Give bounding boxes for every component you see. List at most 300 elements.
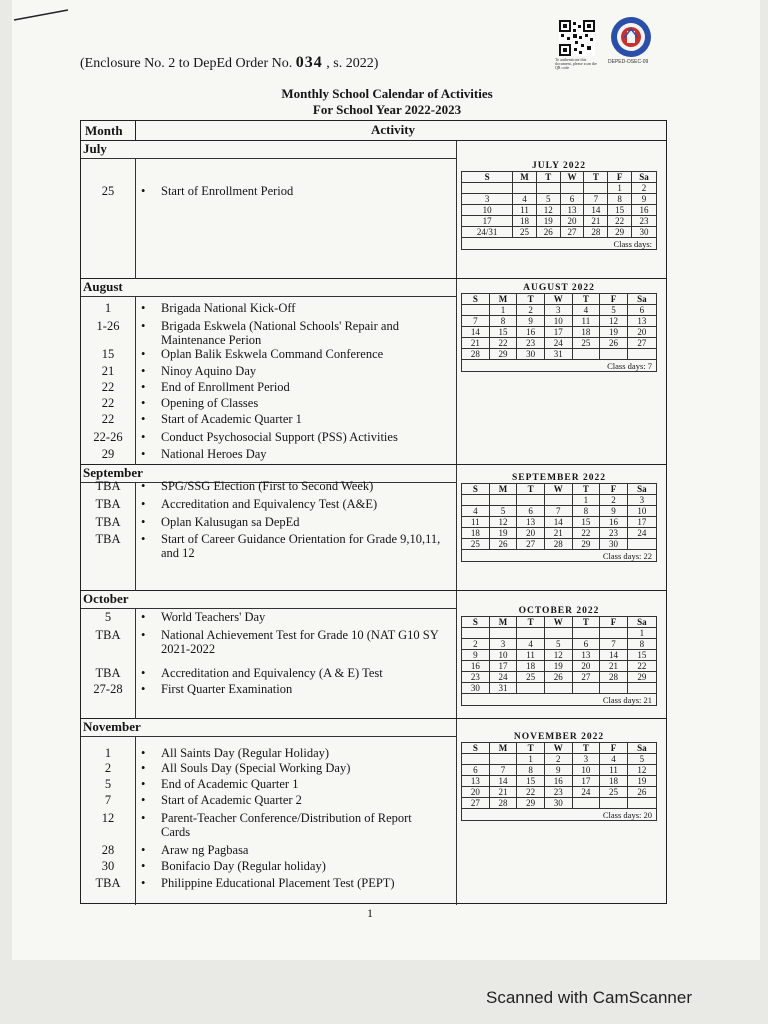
calendar-day: 22 bbox=[627, 661, 656, 672]
activity-date: TBA bbox=[95, 628, 121, 642]
calendar-day: 14 bbox=[600, 650, 628, 661]
activity-text: End of Academic Quarter 1 bbox=[161, 777, 299, 791]
calendar-day: 16 bbox=[544, 776, 572, 787]
weekday-header: T bbox=[517, 294, 545, 305]
calendar-day: 19 bbox=[544, 661, 572, 672]
qr-caption: To authenticate this document, please scan the QR code bbox=[555, 57, 597, 70]
month-label: October bbox=[83, 591, 129, 606]
calendar-day: 16 bbox=[600, 517, 628, 528]
weekday-header: W bbox=[544, 294, 572, 305]
calendar-day: 1 bbox=[517, 754, 545, 765]
activity-text: Oplan Kalusugan sa DepEd bbox=[161, 515, 300, 529]
calendar-day: 21 bbox=[600, 661, 628, 672]
calendar-day: 22 bbox=[489, 338, 517, 349]
weekday-header: S bbox=[462, 294, 490, 305]
calendar-day: 28 bbox=[544, 539, 572, 550]
weekday-header: F bbox=[608, 172, 632, 183]
weekday-header: F bbox=[600, 743, 628, 754]
deped-seal-icon bbox=[610, 16, 652, 58]
calendar-day: 10 bbox=[489, 650, 517, 661]
weekday-header: M bbox=[489, 484, 517, 495]
weekday-header: M bbox=[489, 617, 517, 628]
calendar-day: 20 bbox=[517, 528, 545, 539]
activity-text: Accreditation and Equivalency (A & E) Test bbox=[161, 666, 383, 680]
calendar-day: 18 bbox=[572, 327, 600, 338]
calendar-day: 22 bbox=[517, 787, 545, 798]
calendar-day bbox=[627, 798, 656, 809]
calendar-day: 10 bbox=[544, 316, 572, 327]
calendar-day: 9 bbox=[462, 650, 490, 661]
bullet: • bbox=[141, 515, 146, 529]
calendar-title: NOVEMBER 2022 bbox=[513, 732, 605, 742]
calendar-grid bbox=[461, 616, 657, 706]
weekday-header: S bbox=[462, 617, 490, 628]
activity-date: 5 bbox=[104, 610, 112, 624]
calendar-day bbox=[462, 183, 513, 194]
calendar-day: 3 bbox=[572, 754, 600, 765]
activity-text: All Souls Day (Special Working Day) bbox=[161, 761, 351, 775]
activity-text: Start of Academic Quarter 1 bbox=[161, 412, 302, 426]
calendar-day: 14 bbox=[544, 517, 572, 528]
calendar-week bbox=[462, 661, 657, 672]
calendar-day: 25 bbox=[600, 787, 628, 798]
activity-text: Start of Academic Quarter 2 bbox=[161, 793, 302, 807]
calendar-day: 3 bbox=[544, 305, 572, 316]
calendar-day: 17 bbox=[572, 776, 600, 787]
class-days-count: Class days: 21 bbox=[462, 694, 657, 706]
month-section-september bbox=[81, 465, 666, 591]
weekday-header: T bbox=[517, 617, 545, 628]
calendar-title: JULY 2022 bbox=[532, 161, 586, 171]
calendar-day bbox=[544, 683, 572, 694]
calendar-day: 1 bbox=[608, 183, 632, 194]
bullet: • bbox=[141, 843, 146, 857]
calendar-day bbox=[517, 683, 545, 694]
pen-stroke-mark bbox=[12, 8, 72, 22]
calendar-week bbox=[462, 539, 657, 550]
document-page bbox=[12, 0, 760, 960]
calendar-day: 13 bbox=[517, 517, 545, 528]
calendar-day bbox=[584, 183, 608, 194]
bullet: • bbox=[141, 479, 146, 493]
calendar-day: 2 bbox=[600, 495, 628, 506]
calendar-day: 26 bbox=[627, 787, 656, 798]
calendar-week bbox=[462, 349, 657, 360]
date-column-divider bbox=[135, 608, 136, 719]
weekday-header: T bbox=[572, 294, 600, 305]
calendar-week bbox=[462, 227, 657, 238]
calendar-day: 11 bbox=[517, 650, 545, 661]
calendar-title: OCTOBER 2022 bbox=[518, 606, 600, 616]
calendar-day: 10 bbox=[462, 205, 513, 216]
calendar-day: 15 bbox=[489, 327, 517, 338]
activity-text: All Saints Day (Regular Holiday) bbox=[161, 746, 330, 760]
calendar-day: 23 bbox=[517, 338, 545, 349]
calendar-day: 6 bbox=[462, 765, 490, 776]
weekday-header: W bbox=[544, 484, 572, 495]
month-calendar bbox=[461, 606, 657, 706]
calendar-day bbox=[517, 628, 545, 639]
calendar-day: 17 bbox=[627, 517, 656, 528]
bullet: • bbox=[141, 347, 146, 361]
calendar-column-divider bbox=[456, 141, 457, 278]
bullet: • bbox=[141, 364, 146, 378]
weekday-header: M bbox=[489, 743, 517, 754]
activity-date: 28 bbox=[101, 843, 115, 857]
activity-date: 1-26 bbox=[96, 319, 120, 333]
bullet: • bbox=[141, 447, 146, 461]
activities-table bbox=[80, 120, 667, 904]
calendar-day: 1 bbox=[572, 495, 600, 506]
weekday-header: T bbox=[572, 484, 600, 495]
bullet: • bbox=[141, 497, 146, 511]
calendar-day: 6 bbox=[517, 506, 545, 517]
calendar-grid bbox=[461, 293, 657, 372]
calendar-week bbox=[462, 672, 657, 683]
calendar-day bbox=[600, 628, 628, 639]
calendar-day: 5 bbox=[536, 194, 560, 205]
bullet: • bbox=[141, 628, 146, 642]
calendar-day bbox=[572, 349, 600, 360]
activity-date: 22 bbox=[101, 380, 115, 394]
class-days-count: Class days: 22 bbox=[462, 550, 657, 562]
calendar-day: 7 bbox=[600, 639, 628, 650]
weekday-header: F bbox=[600, 484, 628, 495]
calendar-day: 30 bbox=[631, 227, 656, 238]
calendar-day: 14 bbox=[489, 776, 517, 787]
calendar-week bbox=[462, 495, 657, 506]
weekday-header: Sa bbox=[627, 617, 656, 628]
weekday-header: S bbox=[462, 484, 490, 495]
calendar-day: 29 bbox=[517, 798, 545, 809]
calendar-day: 14 bbox=[462, 327, 490, 338]
date-column-divider bbox=[135, 158, 136, 279]
calendar-day: 22 bbox=[572, 528, 600, 539]
month-calendar bbox=[461, 161, 657, 250]
activity-date: TBA bbox=[95, 479, 121, 493]
calendar-day bbox=[572, 798, 600, 809]
bullet: • bbox=[141, 811, 146, 825]
enclosure-prefix: (Enclosure No. 2 to DepEd Order No. bbox=[80, 56, 296, 71]
calendar-day: 8 bbox=[517, 765, 545, 776]
calendar-week bbox=[462, 327, 657, 338]
bullet: • bbox=[141, 876, 146, 890]
calendar-week bbox=[462, 765, 657, 776]
activity-date: TBA bbox=[95, 532, 121, 546]
bullet: • bbox=[141, 666, 146, 680]
month-label: September bbox=[83, 465, 143, 480]
calendar-week bbox=[462, 787, 657, 798]
calendar-day: 31 bbox=[544, 349, 572, 360]
bullet: • bbox=[141, 746, 146, 760]
activity-date: TBA bbox=[95, 666, 121, 680]
calendar-day: 5 bbox=[489, 506, 517, 517]
activity-text: SPG/SSG Election (First to Second Week) bbox=[161, 479, 374, 493]
calendar-day: 21 bbox=[489, 787, 517, 798]
calendar-day: 24 bbox=[572, 787, 600, 798]
calendar-week bbox=[462, 205, 657, 216]
activity-text: Ninoy Aquino Day bbox=[161, 364, 257, 378]
calendar-day: 16 bbox=[462, 661, 490, 672]
weekday-header: T bbox=[572, 617, 600, 628]
calendar-day: 4 bbox=[600, 754, 628, 765]
calendar-week bbox=[462, 628, 657, 639]
calendar-day: 29 bbox=[489, 349, 517, 360]
weekday-header: Sa bbox=[631, 172, 656, 183]
calendar-day: 15 bbox=[517, 776, 545, 787]
calendar-day: 26 bbox=[600, 338, 628, 349]
calendar-day: 5 bbox=[627, 754, 656, 765]
bullet: • bbox=[141, 412, 146, 426]
activity-date: 15 bbox=[101, 347, 115, 361]
activity-date: 22-26 bbox=[93, 430, 123, 444]
calendar-day: 2 bbox=[462, 639, 490, 650]
calendar-day bbox=[462, 754, 490, 765]
activity-date: 5 bbox=[104, 777, 112, 791]
activity-text: Start of Career Guidance Orientation for Grade 9,10,11, and 12 bbox=[161, 532, 441, 560]
calendar-day: 12 bbox=[544, 650, 572, 661]
calendar-day: 26 bbox=[544, 672, 572, 683]
month-divider bbox=[81, 608, 456, 609]
calendar-day: 8 bbox=[572, 506, 600, 517]
calendar-day: 13 bbox=[627, 316, 656, 327]
calendar-day: 12 bbox=[627, 765, 656, 776]
calendar-day: 20 bbox=[627, 327, 656, 338]
bullet: • bbox=[141, 301, 146, 315]
activity-date: 25 bbox=[101, 184, 115, 198]
activity-text: End of Enrollment Period bbox=[161, 380, 290, 394]
calendar-day: 12 bbox=[489, 517, 517, 528]
calendar-day: 6 bbox=[627, 305, 656, 316]
date-column-divider bbox=[135, 736, 136, 905]
table-header-row bbox=[81, 121, 666, 141]
calendar-day: 4 bbox=[513, 194, 537, 205]
activity-date: 22 bbox=[101, 412, 115, 426]
calendar-day: 11 bbox=[572, 316, 600, 327]
calendar-day: 11 bbox=[462, 517, 490, 528]
calendar-day: 16 bbox=[631, 205, 656, 216]
calendar-day: 20 bbox=[572, 661, 600, 672]
calendar-grid bbox=[461, 171, 657, 250]
calendar-day: 21 bbox=[462, 338, 490, 349]
activity-text: National Achievement Test for Grade 10 (NAT G10 SY 2021-2022 bbox=[161, 628, 439, 656]
bullet: • bbox=[141, 793, 146, 807]
calendar-day bbox=[560, 183, 584, 194]
calendar-day: 22 bbox=[608, 216, 632, 227]
weekday-header: W bbox=[544, 617, 572, 628]
calendar-day: 19 bbox=[600, 327, 628, 338]
document-title: Monthly School Calendar of Activities bbox=[281, 86, 493, 101]
weekday-header: Sa bbox=[627, 743, 656, 754]
month-divider bbox=[81, 296, 456, 297]
calendar-day: 3 bbox=[489, 639, 517, 650]
bullet: • bbox=[141, 396, 146, 410]
calendar-day: 17 bbox=[489, 661, 517, 672]
bullet: • bbox=[141, 777, 146, 791]
bullet: • bbox=[141, 532, 146, 546]
calendar-day: 24 bbox=[544, 338, 572, 349]
calendar-week bbox=[462, 216, 657, 227]
calendar-day: 17 bbox=[544, 327, 572, 338]
calendar-day: 15 bbox=[608, 205, 632, 216]
month-section-august bbox=[81, 279, 666, 465]
activity-date: 7 bbox=[104, 793, 112, 807]
calendar-day: 29 bbox=[627, 672, 656, 683]
calendar-day: 27 bbox=[572, 672, 600, 683]
calendar-day: 9 bbox=[631, 194, 656, 205]
calendar-day: 4 bbox=[462, 506, 490, 517]
activity-date: TBA bbox=[95, 497, 121, 511]
calendar-day: 30 bbox=[544, 798, 572, 809]
activity-text: Bonifacio Day (Regular holiday) bbox=[161, 859, 326, 873]
calendar-week bbox=[462, 754, 657, 765]
calendar-day: 24 bbox=[489, 672, 517, 683]
calendar-column-divider bbox=[456, 279, 457, 464]
calendar-day: 8 bbox=[627, 639, 656, 650]
calendar-day: 19 bbox=[536, 216, 560, 227]
calendar-day bbox=[627, 349, 656, 360]
calendar-day: 25 bbox=[572, 338, 600, 349]
activity-date: 22 bbox=[101, 396, 115, 410]
calendar-week bbox=[462, 316, 657, 327]
bullet: • bbox=[141, 859, 146, 873]
calendar-week bbox=[462, 517, 657, 528]
calendar-day bbox=[627, 539, 656, 550]
calendar-day: 5 bbox=[544, 639, 572, 650]
calendar-day: 10 bbox=[572, 765, 600, 776]
calendar-week bbox=[462, 683, 657, 694]
calendar-day: 1 bbox=[489, 305, 517, 316]
calendar-week bbox=[462, 650, 657, 661]
calendar-day: 19 bbox=[627, 776, 656, 787]
calendar-day bbox=[462, 305, 490, 316]
calendar-day: 30 bbox=[600, 539, 628, 550]
bullet: • bbox=[141, 380, 146, 394]
calendar-week bbox=[462, 506, 657, 517]
calendar-day: 8 bbox=[608, 194, 632, 205]
activity-text: Conduct Psychosocial Support (PSS) Activities bbox=[161, 430, 398, 444]
activity-text: Araw ng Pagbasa bbox=[161, 843, 249, 857]
calendar-day: 3 bbox=[627, 495, 656, 506]
bullet: • bbox=[141, 184, 146, 198]
date-column-divider bbox=[135, 296, 136, 465]
month-calendar bbox=[461, 473, 657, 562]
calendar-day: 25 bbox=[462, 539, 490, 550]
calendar-day bbox=[462, 628, 490, 639]
calendar-day bbox=[489, 628, 517, 639]
activity-date: TBA bbox=[95, 515, 121, 529]
calendar-day: 27 bbox=[627, 338, 656, 349]
calendar-day: 4 bbox=[517, 639, 545, 650]
calendar-week bbox=[462, 776, 657, 787]
calendar-title: SEPTEMBER 2022 bbox=[512, 473, 606, 483]
calendar-day: 31 bbox=[489, 683, 517, 694]
calendar-day bbox=[544, 628, 572, 639]
calendar-day: 10 bbox=[627, 506, 656, 517]
calendar-day bbox=[517, 495, 545, 506]
calendar-day: 15 bbox=[572, 517, 600, 528]
calendar-grid bbox=[461, 483, 657, 562]
activity-text: Philippine Educational Placement Test (PEPT) bbox=[161, 876, 395, 890]
weekday-header: S bbox=[462, 172, 513, 183]
calendar-day: 13 bbox=[572, 650, 600, 661]
calendar-day bbox=[536, 183, 560, 194]
calendar-day bbox=[489, 754, 517, 765]
weekday-header: M bbox=[489, 294, 517, 305]
activity-date: 12 bbox=[101, 811, 115, 825]
weekday-header: F bbox=[600, 294, 628, 305]
calendar-day: 7 bbox=[584, 194, 608, 205]
order-number: 034 bbox=[295, 54, 323, 71]
calendar-day: 7 bbox=[544, 506, 572, 517]
activity-text: Start of Enrollment Period bbox=[161, 184, 294, 198]
calendar-day: 17 bbox=[462, 216, 513, 227]
calendar-week bbox=[462, 183, 657, 194]
calendar-day: 9 bbox=[517, 316, 545, 327]
weekday-header: S bbox=[462, 743, 490, 754]
column-header-month: Month bbox=[85, 123, 123, 138]
seal-caption: DEPED-OSEC-09 bbox=[608, 59, 649, 65]
class-days-count: Class days: bbox=[462, 238, 657, 250]
bullet: • bbox=[141, 761, 146, 775]
activity-date: 1 bbox=[104, 746, 112, 760]
weekday-header: M bbox=[513, 172, 537, 183]
calendar-day: 25 bbox=[517, 672, 545, 683]
calendar-day: 14 bbox=[584, 205, 608, 216]
document-subtitle: For School Year 2022-2023 bbox=[312, 102, 462, 117]
calendar-day: 27 bbox=[560, 227, 584, 238]
bullet: • bbox=[141, 430, 146, 444]
month-calendar bbox=[461, 283, 657, 372]
calendar-day: 15 bbox=[627, 650, 656, 661]
calendar-day: 23 bbox=[631, 216, 656, 227]
activity-text: Opening of Classes bbox=[161, 396, 259, 410]
activity-date: 27-28 bbox=[93, 682, 123, 696]
calendar-day bbox=[489, 495, 517, 506]
calendar-day: 29 bbox=[572, 539, 600, 550]
calendar-day: 18 bbox=[513, 216, 537, 227]
month-section-july bbox=[81, 141, 666, 279]
calendar-day: 7 bbox=[489, 765, 517, 776]
month-label: July bbox=[83, 141, 107, 156]
calendar-day bbox=[627, 683, 656, 694]
activity-date: 21 bbox=[101, 364, 115, 378]
calendar-day: 8 bbox=[489, 316, 517, 327]
activity-date: 1 bbox=[104, 301, 112, 315]
calendar-column-divider bbox=[456, 591, 457, 718]
weekday-header: Sa bbox=[627, 484, 656, 495]
scanner-watermark: Scanned with CamScanner bbox=[485, 988, 692, 1007]
page-number: 1 bbox=[367, 906, 373, 920]
calendar-day: 28 bbox=[462, 349, 490, 360]
month-divider bbox=[81, 158, 456, 159]
calendar-week bbox=[462, 798, 657, 809]
calendar-week bbox=[462, 528, 657, 539]
calendar-column-divider bbox=[456, 719, 457, 905]
calendar-day: 6 bbox=[560, 194, 584, 205]
weekday-header: T bbox=[572, 743, 600, 754]
calendar-day: 21 bbox=[584, 216, 608, 227]
calendar-day: 20 bbox=[462, 787, 490, 798]
calendar-day bbox=[572, 628, 600, 639]
calendar-day: 24 bbox=[627, 528, 656, 539]
activity-date: TBA bbox=[95, 876, 121, 890]
activity-text: World Teachers' Day bbox=[161, 610, 266, 624]
date-column-divider bbox=[135, 482, 136, 591]
header-divider bbox=[135, 121, 136, 141]
weekday-header: W bbox=[560, 172, 584, 183]
activity-text: National Heroes Day bbox=[161, 447, 267, 461]
